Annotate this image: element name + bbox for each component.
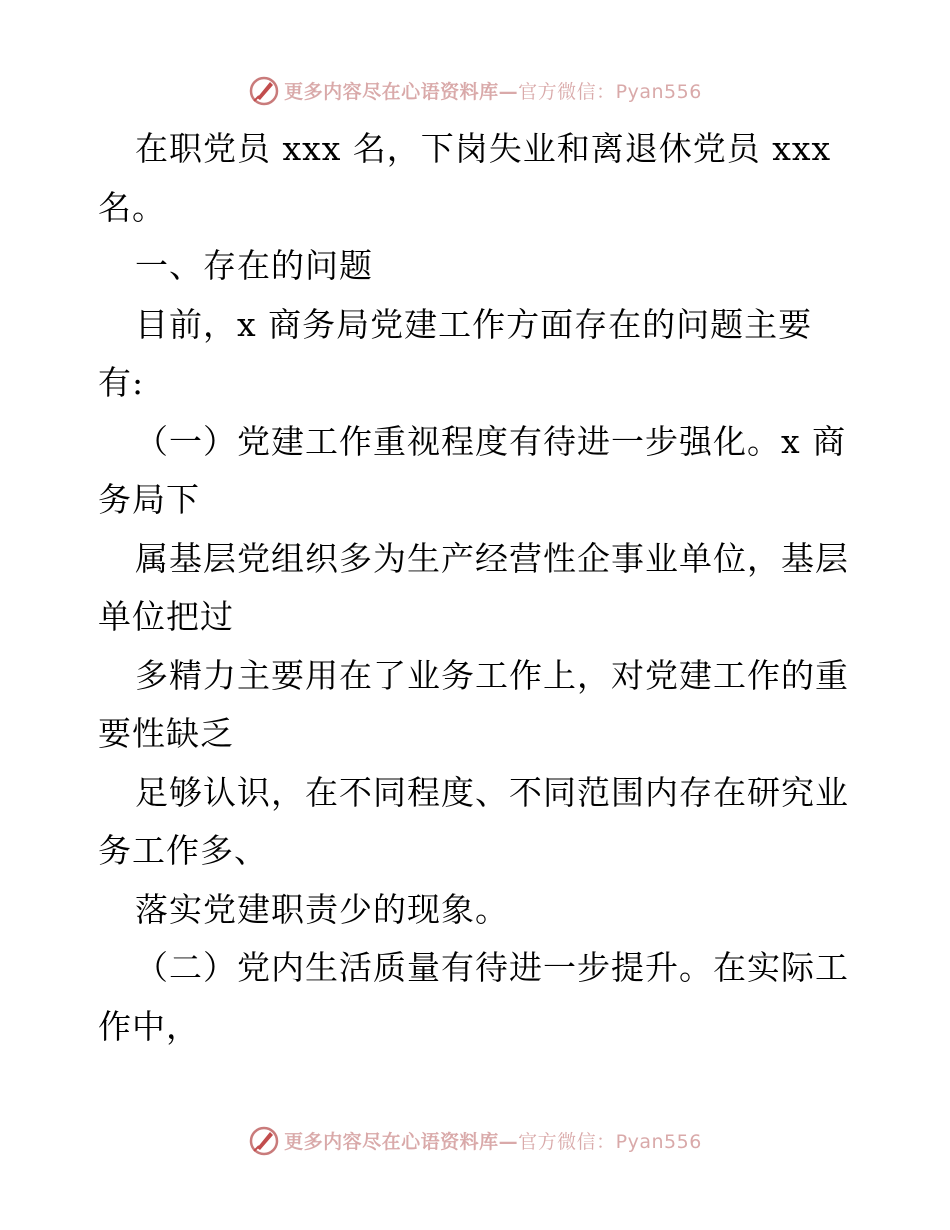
text-line: 单位把过	[98, 597, 234, 636]
text-line: 足够认识，在不同程度、不同范围内存在研究业	[135, 772, 849, 812]
header-watermark	[0, 70, 950, 110]
text-line: （一）党建工作重视程度有待进一步强化。x 商	[135, 421, 847, 461]
text-line: 落实党建职责少的现象。	[135, 889, 509, 929]
text-line: 有:	[98, 363, 145, 402]
footer-watermark	[0, 1120, 950, 1160]
watermark-wechat: 官方微信：Pyan556	[518, 1130, 702, 1153]
text-line: 名。	[98, 187, 166, 227]
text-line: 要性缺乏	[98, 714, 234, 753]
watermark-wechat: 官方微信：Pyan556	[518, 80, 702, 103]
text-line: 多精力主要用在了业务工作上，对党建工作的重	[135, 655, 849, 695]
text-line: 一、存在的问题	[135, 246, 373, 285]
text-line: 作中，	[98, 1006, 200, 1046]
feather-logo-icon	[248, 74, 280, 106]
text-line: 在职党员 xxx 名，下岗失业和离退休党员 xxx	[135, 129, 832, 168]
text-line: （二）党内生活质量有待进一步提升。在实际工	[135, 948, 849, 987]
text-line: 属基层党组织多为生产经营性企事业单位，基层	[135, 538, 849, 578]
text-line: 务局下	[98, 480, 200, 519]
document-body	[98, 120, 858, 1056]
text-line: 目前，x 商务局党建工作方面存在的问题主要	[135, 304, 813, 344]
watermark-brand: 更多内容尽在心语资料库—	[284, 80, 519, 103]
text-line: 务工作多、	[98, 831, 268, 870]
watermark-brand: 更多内容尽在心语资料库—	[284, 1130, 519, 1153]
feather-logo-icon	[248, 1124, 280, 1156]
